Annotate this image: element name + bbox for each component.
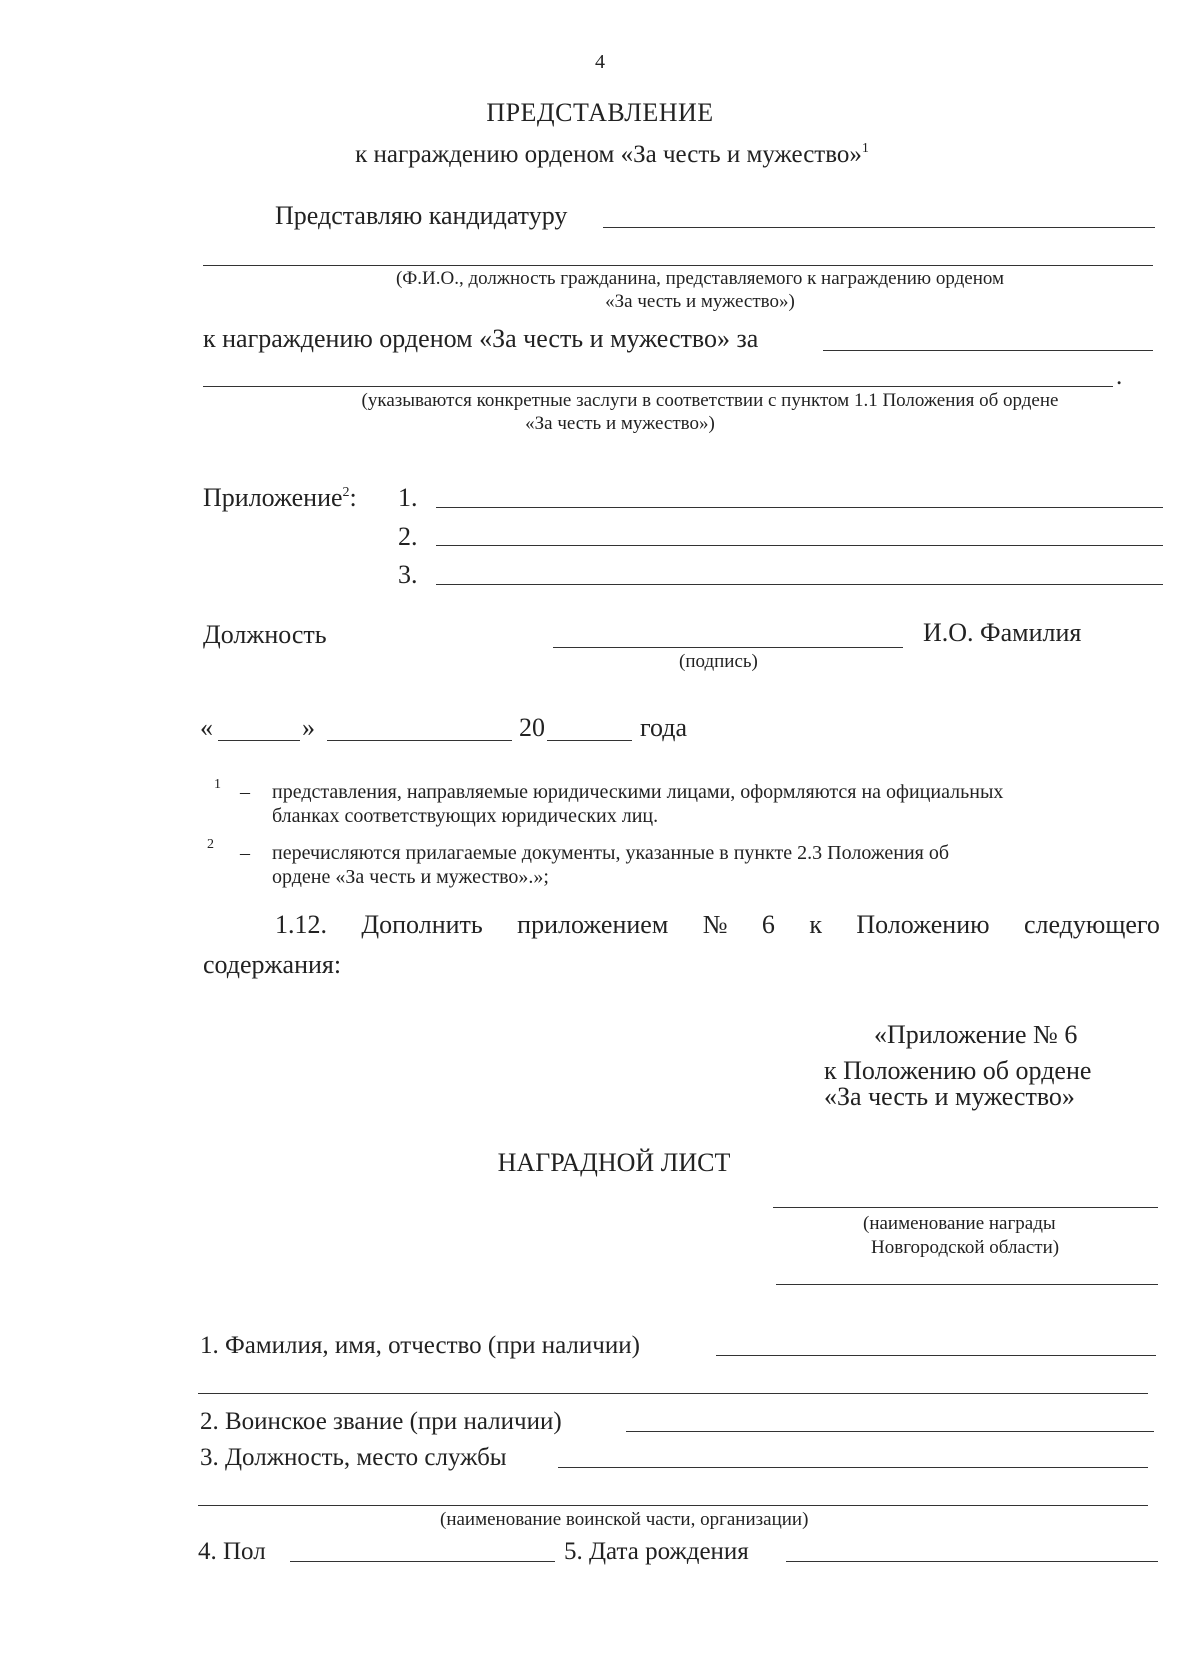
signature-line[interactable]: [553, 647, 903, 648]
signature-hint: (подпись): [679, 651, 758, 672]
footnote-2-line2: ордене «За честь и мужество».»;: [272, 866, 549, 888]
footnote-ref-2: 2: [342, 485, 350, 500]
merit-hint-line1: (указываются конкретные заслуги в соответствии с пунктом 1.1 Положения об ордене: [361, 390, 1059, 411]
date-year-suffix: года: [640, 713, 688, 742]
date-month-line[interactable]: [327, 740, 512, 741]
award-name-hint-line2: Новгородской области): [871, 1237, 1060, 1258]
award-sheet-title: НАГРАДНОЙ ЛИСТ: [497, 1148, 731, 1177]
footnote-ref-1: 1: [861, 141, 869, 156]
footnote-1-line2: бланках соответствующих юридических лиц.: [272, 805, 659, 827]
amendment-word: Положению: [856, 910, 990, 939]
date-close-quote: »: [302, 713, 315, 742]
appendix-header-line2: к Положению об ордене: [824, 1056, 1092, 1085]
footnote-1-mark: 1: [214, 777, 221, 792]
field-3-continuation-line[interactable]: [198, 1505, 1148, 1506]
attachment-item-2-number: 2.: [398, 522, 418, 551]
date-open-quote: «: [200, 713, 213, 742]
footnote-1-line1: представления, направляемые юридическими лицами, оформляются на официальных: [272, 781, 1004, 803]
amendment-word: к: [809, 910, 822, 939]
position-label: Должность: [203, 620, 327, 649]
signature-name: И.О. Фамилия: [923, 618, 1082, 647]
date-day-line[interactable]: [218, 740, 300, 741]
page-number: 4: [595, 51, 605, 73]
award-name-line[interactable]: [773, 1207, 1158, 1208]
amendment-word: 1.12.: [275, 910, 327, 939]
field-2-label: 2. Воинское звание (при наличии): [200, 1408, 562, 1435]
field-1-line[interactable]: [716, 1355, 1156, 1356]
footnote-2-mark: 2: [207, 837, 214, 852]
field-1-continuation-line[interactable]: [198, 1393, 1148, 1394]
field-5-line[interactable]: [786, 1561, 1158, 1562]
amendment-word: Дополнить: [361, 910, 483, 939]
footnote-1-dash: –: [240, 781, 250, 803]
footnote-2-line1: перечисляются прилагаемые документы, указанные в пункте 2.3 Положения об: [272, 842, 950, 864]
attachment-label-text: Приложение: [203, 483, 343, 512]
unit-hint: (наименование воинской части, организации): [440, 1509, 809, 1530]
field-5-label: 5. Дата рождения: [564, 1538, 749, 1565]
presentation-title: ПРЕДСТАВЛЕНИЕ: [486, 98, 714, 127]
attachment-item-3-line[interactable]: [436, 584, 1163, 585]
candidacy-label: Представляю кандидатуру: [275, 201, 568, 230]
amendment-word: приложением: [517, 910, 669, 939]
appendix-header-line3: «За честь и мужество»: [824, 1082, 1075, 1111]
attachment-item-1-line[interactable]: [436, 507, 1163, 508]
attachment-label: [203, 485, 357, 511]
fio-hint-line1: (Ф.И.О., должность гражданина, представляемого к награждению орденом: [395, 268, 1005, 289]
amendment-line2: содержания:: [203, 950, 342, 979]
award-name-hint-line1: (наименование награды: [863, 1213, 1056, 1234]
amendment-word: 6: [761, 910, 775, 939]
field-2-line[interactable]: [626, 1431, 1154, 1432]
date-year-prefix: 20: [519, 713, 545, 742]
attachment-item-2-line[interactable]: [436, 545, 1163, 546]
date-year-line[interactable]: [547, 740, 632, 741]
merit-input-line[interactable]: [203, 386, 1113, 387]
fio-hint-line2: «За честь и мужество»): [605, 291, 795, 312]
award-for-input-line[interactable]: [823, 350, 1153, 351]
attachment-item-1-number: 1.: [398, 483, 418, 512]
field-3-label: 3. Должность, место службы: [200, 1444, 507, 1471]
presentation-subtitle-text: к награждению орденом «За честь и мужество»: [355, 141, 862, 168]
candidacy-continuation-line[interactable]: [203, 265, 1153, 266]
field-3-line[interactable]: [558, 1467, 1148, 1468]
amendment-word: №: [702, 910, 728, 939]
presentation-subtitle: [0, 142, 1200, 167]
field-4-label: 4. Пол: [198, 1538, 266, 1565]
appendix-header-line1: «Приложение № 6: [874, 1020, 1078, 1049]
amendment-line1: [275, 912, 1160, 938]
candidacy-input-line[interactable]: [603, 227, 1155, 228]
award-for-label: к награждению орденом «За честь и мужество» за: [203, 324, 759, 353]
award-name-line-2[interactable]: [776, 1284, 1158, 1285]
field-1-label: 1. Фамилия, имя, отчество (при наличии): [200, 1332, 640, 1359]
merit-hint-line2: «За честь и мужество»): [525, 413, 715, 434]
amendment-word: следующего: [1023, 910, 1160, 939]
attachment-item-3-number: 3.: [398, 560, 418, 589]
field-4-line[interactable]: [290, 1561, 555, 1562]
attachment-colon: :: [349, 483, 357, 512]
footnote-2-dash: –: [240, 842, 250, 864]
merit-line-end: .: [1116, 363, 1123, 390]
